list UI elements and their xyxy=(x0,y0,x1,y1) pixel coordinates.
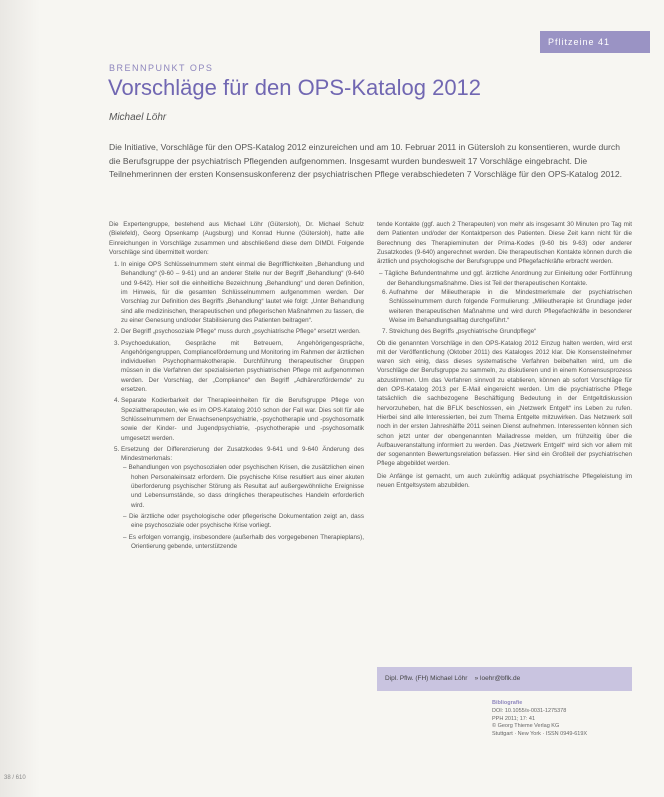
bibliography-box xyxy=(492,700,587,739)
bibliography-line: © Georg Thieme Verlag KG xyxy=(492,723,560,730)
list-item: 4. Separate Kodierbarkeit der Therapieeinheiten für die Berufsgruppe Pflege von Spezialtherapeuten, wie es im OPS-Katalog 2010 schon der Fall war. Dies soll für alle Schlüsselnummern der Erwachsenenpsychiatrie, -psychotherapie und -psychosomatik sowie der Kinder- und Jugendpsychiatrie, -psychotherapie und -psychosomatik umgesetzt werden. xyxy=(121,396,364,442)
contact-email-link[interactable]: » loehr@bflk.de xyxy=(474,675,521,682)
col2-paragraph: Die Anfänge ist gemacht, um auch zukünftig adäquat psychiatrische Pflegeleistung im neuen Entgeltsystem abzubilden. xyxy=(377,472,632,490)
list-item xyxy=(121,445,364,551)
article-lead: Die Initiative, Vorschläge für den OPS-Katalog 2012 einzureichen und am 10. Februar 2011 in Gütersloh zu konsentieren, wurde durch die Berufsgruppe der psychiatrisch Pflegenden aufgenommen. Insgesamt wurden bundesweit 17 Vorschläge eingebracht. Die Teilnehmerinnen der ersten Konsensuskonferenz der psychiatrischen Pflege verabschiedeten 7 Vorschläge für den OPS-Katalog 2012. xyxy=(109,142,623,179)
bibliography-line: Stuttgart · New York · ISSN 0949-619X xyxy=(492,731,588,738)
article-author: Michael Löhr xyxy=(109,112,167,123)
sub-list-item: – Die ärztliche oder psychologische oder pflegerische Dokumentation zeigt an, dass eine psychosoziale oder psychische Krise vorliegt. xyxy=(131,512,364,531)
proposal-list-1 xyxy=(109,260,364,551)
section-page-badge: Pflitzeine 41 xyxy=(540,31,650,53)
sub-list-item: – Tägliche Befundentnahme und ggf. ärztliche Anordnung zur Einleitung oder Fortführung der Behandlungsmaßnahme. Dies ist Teil der therapeutischen Kontakte. xyxy=(387,269,632,288)
bibliography-line: PPH 2011; 17: 41 xyxy=(492,715,536,722)
col2-continuation: tende Kontakte (ggf. auch 2 Therapeuten) von mehr als insgesamt 30 Minuten pro Tag mit dem Patienten und/oder der Kontaktperson des Patienten. Diese Zeit kann nicht für die Berechnung des Therapieminuten der Prima-Kodes (9-60 bis 9-63) oder anderer Zusatzkodes (9-640) angerechnet werden. Die therapeutischen Kontakte können durch die ärztlich und psychologische der Berufsgruppe und Pflegefachkräfte erbracht werden. xyxy=(377,221,632,266)
list-item: 3. Psychoedukation, Gespräche mit Betreuern, Angehörigengespräche, Angehörigengruppen, Compliancefördernung und Monitoring im Rahmen der ärztlichen individuellen Psychopharmakotherapie. Durchführung therapeutischer Gruppen müssen in die Verfahren der spezialisierten psychiatrischen Pflege mit aufgenommen werden. Der Vorschlag, der „Compliance“ den Begriff „Adhärenzfördernde“ zu ersetzen. xyxy=(121,339,364,395)
contact-box xyxy=(377,667,632,691)
contact-name: Dipl. Pflw. (FH) Michael Löhr xyxy=(385,675,468,682)
text-column-right xyxy=(377,220,632,493)
sub-list xyxy=(121,463,364,551)
list-item: 6. Aufnahme der Milieutherapie in die Mindestmerkmale der psychiatrischen Schlüsselnummern durch folgende Formulierung: „Milieutherapie ist Grundlage jeder weiteren therapeutischen Maßnahme und wird durch Pflegefachkräfte in besonderer Weise im Behandlungsalltag durchgeführt.“ xyxy=(389,288,632,325)
list-item: 1. In einige OPS Schlüsselnummern steht einmal die Begrifflichkeiten „Behandlung und Behandlung“ (9-60 – 9-61) und an anderer Stelle nur der Begriff „Behandlung“ (9-640 und 9-642). Hier soll die einheitliche Bezeichnung „Behandlung“ und deren Definition, im Hinweis, für die gesamten Schlüsselnummern aufgenommen werden. Der Vorschlag zur Definition des Begriffs „Behandlung“ lautet wie folgt: „Unter Behandlung sind alle medizinischen, therapeutischen und pflegerischen Maßnahmen zu fassen, die zu einer Genesung und/oder Stabilisierung des Patienten beitragen“. xyxy=(121,260,364,325)
col2-paragraph: Ob die genannten Vorschläge in den OPS-Katalog 2012 Einzug halten werden, wird erst mit der Veröffentlichung (Oktober 2011) des Kataloges 2012 klar. Die Konsensteilnehmer waren sich einig, dass dieses systematische Verfahren beibehalten wird, um die Vorschläge der Berufsgruppe zu sammeln, zu diskutieren und in einem Konsensusprozess abzustimmen. Um das Verfahren sinnvoll zu etablieren, können ab sofort Vorschläge für den OPS-Katalog 2013 per E-Mail eingereicht werden. Um die psychiatrische Pflege tatsächlich die sachbezogene Beschäftigung Bedeutung in der Entgeltdiskussion hervorzuheben, hat die BFLK beschlossen, ein „Netzwerk Entgelt“ ins Leben zu rufen. Hierbei sind alle Interessierten, bei zum Thema Entgelte mitzuwirken. Das Netzwerk soll noch in der ersten Jahreshälfte 2011 seinen Dienst aufnehmen. Interessenten können sich schon jetzt unter der obengenannten Mailadresse melden, um frühzeitig über die Aufbauveranstaltung informiert zu werden. Das „Netzwerk Entgelt“ wird sich vor allem mit der sogenannten Bewertungsrelation befassen. Hier sind ein Großteil der psychiatrischen Pflege abgebildet werden. xyxy=(377,339,632,468)
section-kicker: BRENNPUNKT OPS xyxy=(109,63,214,73)
bibliography-heading: Bibliografie xyxy=(492,700,523,706)
col1-intro: Die Expertengruppe, bestehend aus Michael Löhr (Gütersloh), Dr. Michael Schulz (Bielefeld), Georg Opsenkamp (Augsburg) und Konrad Hunne (Gütersloh), hatte alle Einreichungen in Vorschläge zusammen und abschließend diese dem DIMDI. Folgende Vorschläge sind übermittelt worden: xyxy=(109,221,364,256)
page-marker: 38 / 610 xyxy=(4,775,26,781)
list-item: 7. Streichung des Begriffs „psychiatrische Grundpflege“ xyxy=(389,327,632,336)
list-item-text: Ersetzung der Differenzierung der Zusatzkodes 9-641 und 9-640 Änderung des Mindestmerkmals: xyxy=(121,445,364,463)
proposal-list-2 xyxy=(377,288,632,336)
sub-list-item: – Es erfolgen vorrangig, insbesondere (außerhalb des vorgegebenen Therapieplans), Orientierung gebende, unterstützende xyxy=(131,533,364,552)
sub-list-item: – Behandlungen von psychosozialen oder psychischen Krisen, die zusätzlichen einen hohen Personaleinsatz erfordern. Die psychische Krise resultiert aus einer akuten überforderung psychischer Störung als Resultat auf außergewöhnliche Ereignisse und Lebensumstände, so dass dringliches therapeutisches Handeln erforderlich wird. xyxy=(131,463,364,509)
bibliography-line: DOI: 10.1055/s-0031-1275378 xyxy=(492,707,567,714)
list-item: 2. Der Begriff „psychosoziale Pflege“ muss durch „psychiatrische Pflege“ ersetzt werden. xyxy=(121,327,364,336)
article-title: Vorschläge für den OPS-Katalog 2012 xyxy=(108,75,482,100)
text-column-left xyxy=(109,220,364,553)
sub-list xyxy=(377,269,632,288)
